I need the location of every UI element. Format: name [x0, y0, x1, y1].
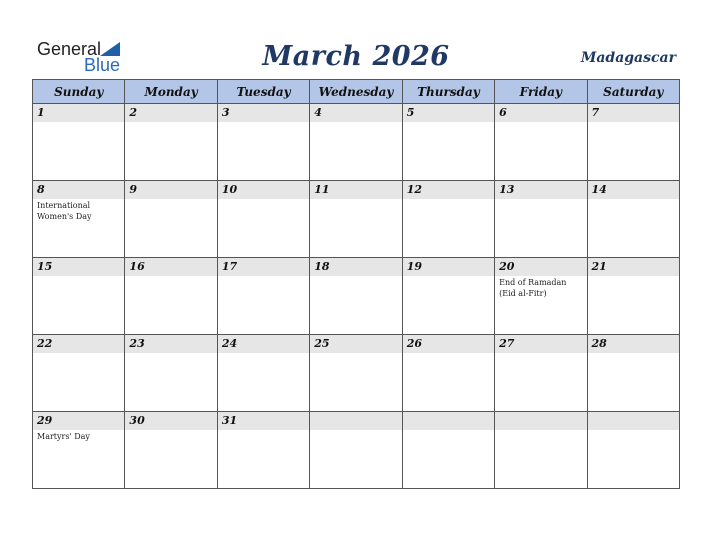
day-number: 20	[495, 258, 586, 276]
holiday-label	[495, 199, 586, 200]
holiday-label	[495, 122, 586, 123]
week-row	[33, 412, 680, 489]
weekday-header: Wednesday	[310, 80, 402, 104]
day-number	[495, 412, 586, 430]
holiday-label	[310, 276, 401, 277]
day-number	[310, 412, 401, 430]
brand-logo-general: General	[37, 39, 102, 59]
day-cell	[495, 104, 587, 181]
day-number: 23	[125, 335, 216, 353]
day-cell	[33, 335, 125, 412]
day-number: 25	[310, 335, 401, 353]
holiday-label	[588, 122, 679, 123]
holiday-label: Martyrs' Day	[37, 432, 90, 441]
day-cell	[125, 335, 217, 412]
day-cell	[402, 181, 494, 258]
day-number	[403, 412, 494, 430]
holiday-label	[125, 122, 216, 123]
calendar-grid	[32, 79, 680, 489]
day-cell	[587, 258, 679, 335]
weekday-header: Tuesday	[217, 80, 309, 104]
holiday-label	[33, 353, 124, 354]
weekday-header: Friday	[495, 80, 587, 104]
day-number: 8	[33, 181, 124, 199]
day-cell	[402, 258, 494, 335]
weekday-header-row	[33, 80, 680, 104]
weekday-header: Sunday	[33, 80, 125, 104]
day-number: 2	[125, 104, 216, 122]
holiday-label	[403, 199, 494, 200]
holiday-label	[218, 122, 309, 123]
day-cell	[587, 104, 679, 181]
day-cell	[402, 335, 494, 412]
day-number: 5	[403, 104, 494, 122]
holiday-label	[310, 353, 401, 354]
day-number: 18	[310, 258, 401, 276]
day-number: 24	[218, 335, 309, 353]
holiday-label	[125, 353, 216, 354]
day-cell	[587, 412, 679, 489]
holiday-label	[495, 353, 586, 354]
day-number: 27	[495, 335, 586, 353]
day-number: 31	[218, 412, 309, 430]
day-number: 26	[403, 335, 494, 353]
holiday-label: End of Ramadan (Eid al-Fitr)	[499, 278, 567, 298]
week-row	[33, 104, 680, 181]
day-cell	[33, 258, 125, 335]
day-number: 6	[495, 104, 586, 122]
day-number: 14	[588, 181, 679, 199]
day-number: 7	[588, 104, 679, 122]
day-cell	[495, 335, 587, 412]
day-number: 16	[125, 258, 216, 276]
day-cell	[33, 181, 125, 258]
holiday-label	[588, 430, 679, 431]
holiday-label	[588, 353, 679, 354]
day-number: 15	[33, 258, 124, 276]
weekday-header: Saturday	[587, 80, 679, 104]
holiday-label	[403, 276, 494, 277]
day-number: 1	[33, 104, 124, 122]
day-cell	[217, 104, 309, 181]
holiday-label	[125, 276, 216, 277]
day-number: 22	[33, 335, 124, 353]
day-cell	[310, 181, 402, 258]
week-row	[33, 258, 680, 335]
holiday-label: International Women's Day	[37, 201, 92, 221]
holiday-label	[588, 199, 679, 200]
day-cell	[587, 181, 679, 258]
day-cell	[495, 258, 587, 335]
holiday-label	[403, 122, 494, 123]
holiday-label	[125, 430, 216, 431]
holiday-label	[33, 122, 124, 123]
day-cell	[495, 181, 587, 258]
brand-logo-blue: Blue	[84, 55, 121, 75]
day-number: 13	[495, 181, 586, 199]
holiday-label	[125, 199, 216, 200]
day-cell	[33, 104, 125, 181]
day-number: 11	[310, 181, 401, 199]
holiday-label	[403, 353, 494, 354]
day-number: 9	[125, 181, 216, 199]
holiday-label	[310, 430, 401, 431]
week-row	[33, 181, 680, 258]
day-cell	[33, 412, 125, 489]
day-cell	[125, 258, 217, 335]
week-row	[33, 335, 680, 412]
holiday-label	[218, 353, 309, 354]
day-number: 17	[218, 258, 309, 276]
holiday-label	[495, 430, 586, 431]
day-cell	[217, 412, 309, 489]
holiday-label	[588, 276, 679, 277]
weekday-header: Thursday	[402, 80, 494, 104]
day-number: 28	[588, 335, 679, 353]
day-cell	[125, 104, 217, 181]
day-cell	[495, 412, 587, 489]
day-cell	[217, 181, 309, 258]
day-number: 30	[125, 412, 216, 430]
holiday-label	[403, 430, 494, 431]
country-label: Madagascar	[580, 50, 676, 66]
day-number: 10	[218, 181, 309, 199]
calendar-title: March 2026	[262, 41, 450, 72]
holiday-label	[310, 199, 401, 200]
weekday-header: Monday	[125, 80, 217, 104]
day-number: 29	[33, 412, 124, 430]
day-cell	[217, 335, 309, 412]
holiday-label	[33, 276, 124, 277]
day-cell	[402, 104, 494, 181]
day-cell	[310, 104, 402, 181]
day-cell	[125, 412, 217, 489]
day-number	[588, 412, 679, 430]
day-number: 3	[218, 104, 309, 122]
day-cell	[310, 335, 402, 412]
day-cell	[402, 412, 494, 489]
day-number: 21	[588, 258, 679, 276]
day-number: 19	[403, 258, 494, 276]
holiday-label	[218, 199, 309, 200]
day-cell	[310, 412, 402, 489]
day-number: 4	[310, 104, 401, 122]
day-number: 12	[403, 181, 494, 199]
day-cell	[125, 181, 217, 258]
day-cell	[217, 258, 309, 335]
holiday-label	[218, 276, 309, 277]
day-cell	[587, 335, 679, 412]
day-cell	[310, 258, 402, 335]
holiday-label	[218, 430, 309, 431]
holiday-label	[310, 122, 401, 123]
